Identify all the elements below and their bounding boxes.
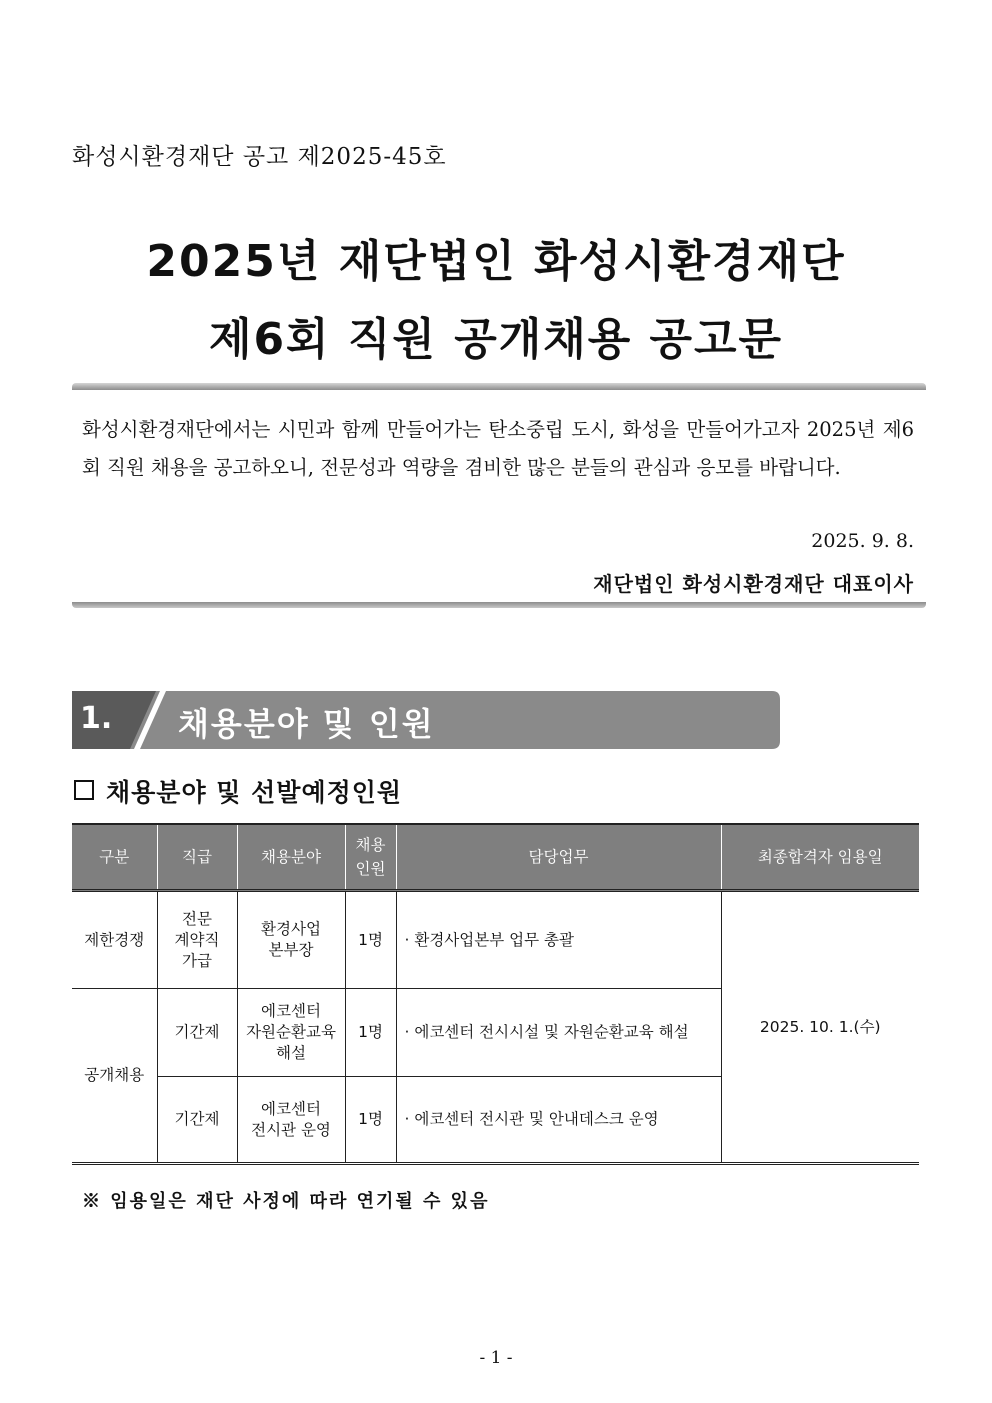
subsection-heading [74, 773, 402, 809]
section-title: 채용분야 및 인원 [178, 705, 435, 743]
header-count: 채용 인원 [345, 824, 396, 891]
cell-appoint-date: 2025. 10. 1.(수) [721, 891, 919, 1164]
cell-field: 환경사업 본부장 [237, 891, 345, 989]
header-appoint: 최종합격자 임용일 [721, 824, 919, 891]
cell-field: 에코센터 자원순환교육 해설 [237, 989, 345, 1077]
table-row [72, 891, 919, 989]
document-title-line-2: 제6회 직원 공개채용 공고문 [208, 314, 784, 365]
cell-position: 기간제 [157, 989, 237, 1077]
cell-category: 공개채용 [72, 989, 157, 1164]
intro-text: 화성시환경재단에서는 시민과 함께 만들어가는 탄소중립 도시, 화성을 만들어가고자 2025년 제6회 직원 채용을 공고하오니, 전문성과 역량을 겸비한 많은 분들의 관심과 응모를 바랍니다. [82, 418, 914, 479]
page-number: - 1 - [479, 1348, 513, 1368]
signer: 재단법인 화성시환경재단 대표이사 [593, 572, 914, 596]
intro-box-bottom-border [72, 602, 926, 608]
cell-field: 에코센터 전시관 운영 [237, 1077, 345, 1164]
checkbox-square-icon [74, 780, 94, 800]
cell-count: 1명 [345, 1077, 396, 1164]
notice-number: 화성시환경재단 공고 제2025-45호 [72, 144, 447, 170]
cell-position: 전문 계약직 가급 [157, 891, 237, 989]
subsection-title: 채용분야 및 선발예정인원 [106, 778, 403, 807]
recruitment-table [72, 823, 919, 1165]
table-header-row [72, 824, 919, 891]
cell-count: 1명 [345, 891, 396, 989]
footnote: ※ 임용일은 재단 사정에 따라 연기될 수 있음 [82, 1191, 490, 1212]
section-number: 1. [80, 701, 113, 736]
header-position: 직급 [157, 824, 237, 891]
cell-duty: · 에코센터 전시관 및 안내데스크 운영 [396, 1077, 721, 1164]
cell-count: 1명 [345, 989, 396, 1077]
header-field: 채용분야 [237, 824, 345, 891]
document-title-line-1: 2025년 재단법인 화성시환경재단 [146, 236, 846, 287]
announcement-date: 2025. 9. 8. [811, 530, 914, 552]
cell-position: 기간제 [157, 1077, 237, 1164]
section-heading-bar [72, 691, 780, 749]
header-duty: 담당업무 [396, 824, 721, 891]
cell-category: 제한경쟁 [72, 891, 157, 989]
intro-box [72, 383, 926, 608]
header-category: 구분 [72, 824, 157, 891]
cell-duty: · 에코센터 전시시설 및 자원순환교육 해설 [396, 989, 721, 1077]
intro-box-top-border [72, 383, 926, 390]
cell-duty: · 환경사업본부 업무 총괄 [396, 891, 721, 989]
